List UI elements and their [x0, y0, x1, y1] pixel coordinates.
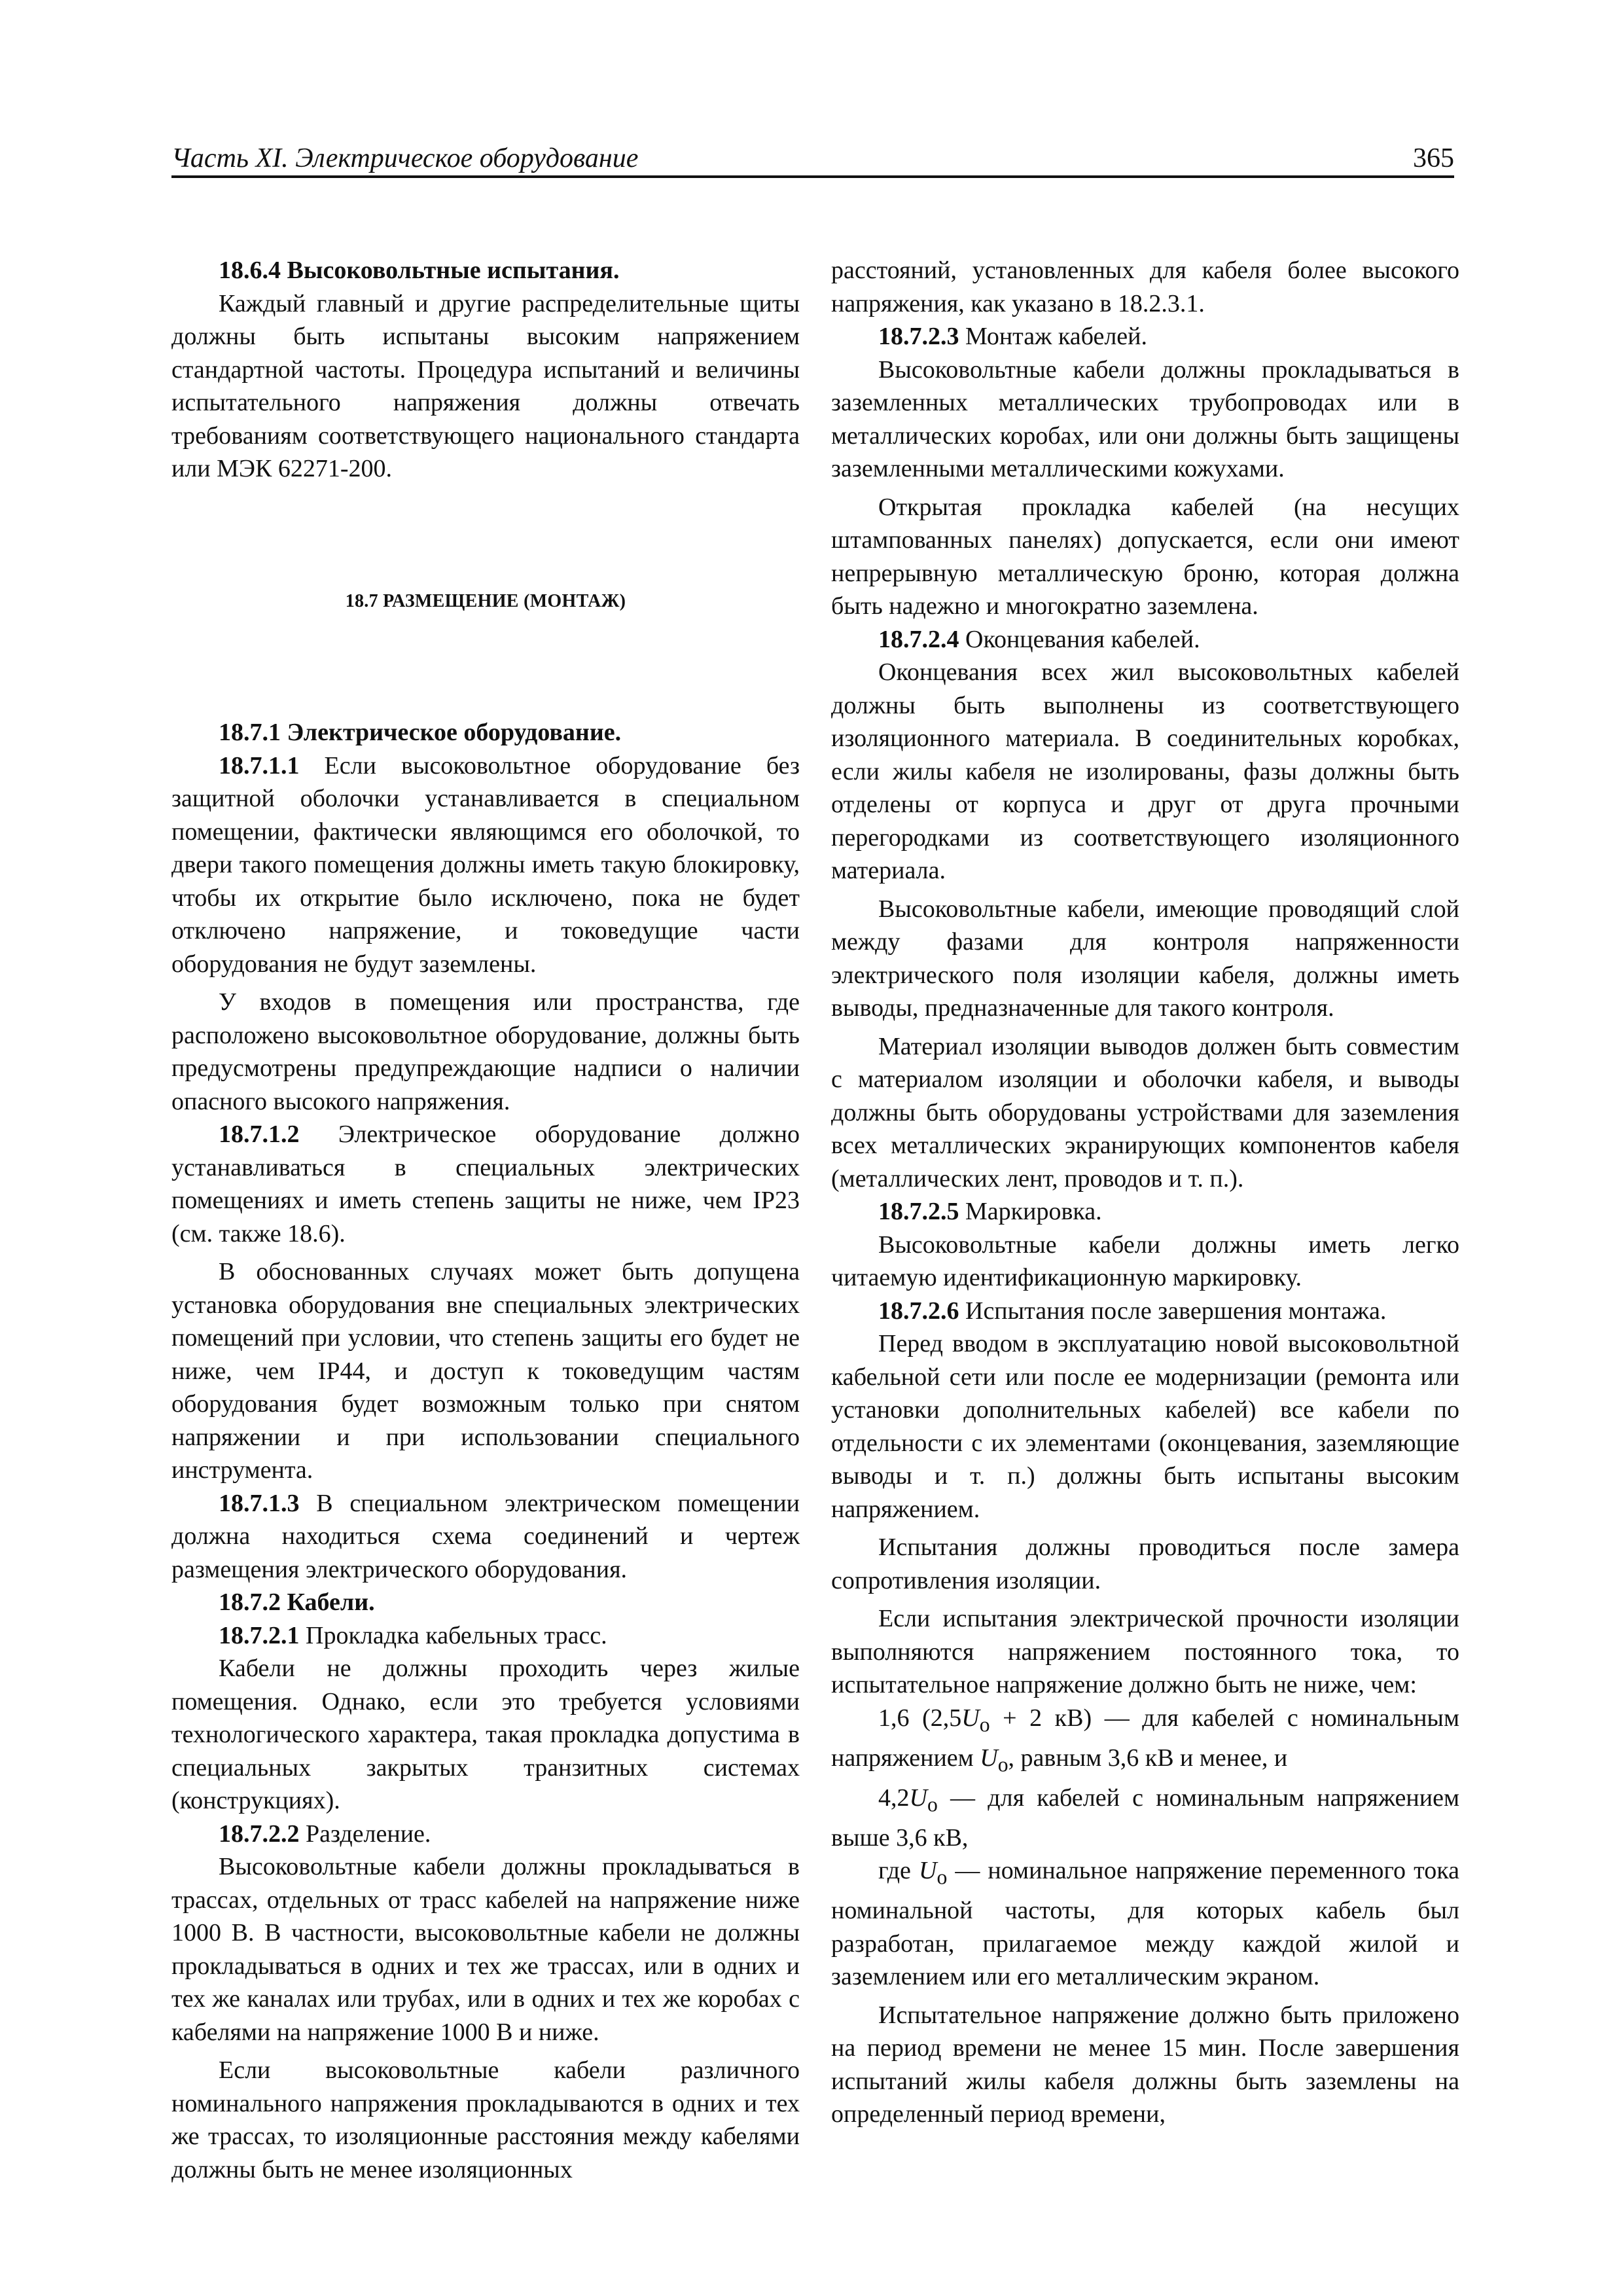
- paragraph: Если испытания электрической прочности изоляции выполняются напряжением постоянного тока, то испытательное напряжение должно быть не ниже, чем:: [831, 1605, 1459, 1698]
- symbol-u: U: [961, 1704, 980, 1732]
- paragraph: Каждый главный и другие распределительные щиты должны быть испытаны высоким напряжением стандартной частоты. Процедура испытаний и величины испытательного напряжения должны отвечать требованиям соответствующего национального стандарта или МЭК 62271-200.: [171, 289, 800, 482]
- heading-18-7-2: 18.7.2 Кабели.: [219, 1588, 375, 1616]
- clause-number: 18.7.2.4: [878, 625, 959, 653]
- running-header: [171, 145, 1454, 178]
- clause-text: Электрическое оборудование должно устанавливаться в специальных электрических помещениях и иметь степень защиты не ниже, чем IP23 (см. также 18.6).: [171, 1121, 800, 1247]
- symbol-u: U: [909, 1784, 927, 1812]
- paragraph: [171, 1487, 800, 1587]
- subscript: o: [927, 1793, 938, 1816]
- clause-number: 18.7.1.1: [219, 751, 300, 780]
- formula-text: 4,2: [878, 1784, 910, 1812]
- paragraph: Испытания должны проводиться после замера сопротивления изоляции.: [831, 1534, 1459, 1594]
- paragraph: Если высоковольтные кабели различного номинального напряжения прокладываются в одних и тех же трассах, то изоляционные расстояния между кабелями должны быть не менее изоляционных: [171, 2056, 800, 2183]
- clause-text: Если высоковольтное оборудование без защитной оболочки устанавливается в специальном помещении, фактически являющимся его оболочкой, то двери такого помещения должны иметь такую блокировку, чтобы их открытие было исключено, пока не будет отключено напряжение, и токоведущие части оборудования не будут заземлены.: [171, 751, 800, 978]
- formula-text: , равным 3,6 кВ и менее, и: [1008, 1744, 1288, 1772]
- paragraph: [171, 749, 800, 981]
- paragraph: Кабели не должны проходить через жилые помещения. Однако, если это требуется условиями технологического характера, такая прокладка допустима в специальных закрытых транзитных системах (конструкциях).: [171, 1655, 800, 1814]
- paragraph: [171, 1619, 800, 1653]
- paragraph: Открытая прокладка кабелей (на несущих штампованных панелях) допускается, если они имеют непрерывную металлическую броню, которая должна быть надежно и многократно заземлена.: [831, 493, 1459, 620]
- clause-number: 18.7.2.2: [219, 1820, 300, 1848]
- paragraph: [171, 1118, 800, 1250]
- heading-18-7-1: 18.7.1 Электрическое оборудование.: [219, 719, 622, 746]
- subscript: o: [936, 1865, 948, 1889]
- formula-line: [831, 1702, 1459, 1782]
- paragraph: Материал изоляции выводов должен быть совместим с материалом изоляции и оболочки кабеля, и выводы должны быть оборудованы устройствами для заземления всех металлических экранирующих компонентов кабеля (металлических лент, проводов и т. п.).: [831, 1032, 1459, 1193]
- paragraph: В обоснованных случаях может быть допущена установка оборудования вне специальных электрических помещений при условии, что степень защиты его будет не ниже, чем IP44, и доступ к токоведущим частям оборудования будет возможным только при снятом напряжении и при использовании специального инструмента.: [171, 1258, 800, 1484]
- formula-text: где: [878, 1857, 919, 1885]
- header-title: Часть XI. Электрическое оборудование: [171, 143, 639, 173]
- subscript: o: [979, 1713, 990, 1736]
- paragraph: У входов в помещения или пространства, где расположено высоковольтное оборудование, должны быть предусмотрены предупреждающие надписи о наличии опасного высокого напряжения.: [171, 988, 800, 1115]
- clause-text: Прокладка кабельных трасс.: [299, 1621, 607, 1649]
- paragraph-continued: расстояний, установленных для кабеля более высокого напряжения, как указано в 18.2.3.1.: [831, 257, 1459, 317]
- paragraph: Высоковольтные кабели должны иметь легко читаемую идентификационную маркировку.: [831, 1230, 1459, 1291]
- formula-line: [831, 1854, 1459, 1994]
- clause-text: Маркировка.: [959, 1198, 1102, 1225]
- paragraph: [831, 1195, 1459, 1229]
- paragraph: [831, 1295, 1459, 1328]
- formula-line: [831, 1782, 1459, 1855]
- paragraph: Испытательное напряжение должно быть приложено на период времени не менее 15 мин. После завершения испытаний жилы кабеля должны быть заземлены на определенный период времени,: [831, 2001, 1459, 2128]
- paragraph: [171, 1818, 800, 1851]
- clause-text: Испытания после завершения монтажа.: [959, 1297, 1387, 1325]
- page-number: 365: [1413, 143, 1454, 173]
- right-column: [831, 254, 1459, 2131]
- paragraph: [831, 623, 1459, 656]
- subscript: o: [997, 1753, 1008, 1776]
- section-title-18-7: 18.7 РАЗМЕЩЕНИЕ (МОНТАЖ): [345, 590, 626, 611]
- paragraph: [831, 320, 1459, 353]
- paragraph: Высоковольтные кабели, имеющие проводящий слой между фазами для контроля напряженности электрического поля изоляции кабеля, должны иметь выводы, предназначенные для такого контроля.: [831, 895, 1459, 1022]
- clause-number: 18.7.2.6: [878, 1297, 959, 1325]
- clause-number: 18.7.1.2: [219, 1121, 300, 1148]
- clause-number: 18.7.1.3: [219, 1489, 300, 1517]
- paragraph: Высоковольтные кабели должны прокладываться в трассах, отдельных от трасс кабелей на напряжение ниже 1000 В. В частности, высоковольтные кабели не должны прокладываться в одних и тех же трассах, или в одних и тех же каналах или трубах, или в одних и тех же коробах с кабелями на напряжение 1000 В и ниже.: [171, 1853, 800, 2046]
- paragraph: Высоковольтные кабели должны прокладываться в заземленных металлических трубопроводах или в металлических коробах, или они должны быть защищены заземленными металлическими кожухами.: [831, 355, 1459, 482]
- formula-text: 1,6 (2,5: [878, 1704, 962, 1732]
- clause-text: В специальном электрическом помещении должна находиться схема соединений и чертеж размещения электрического оборудования.: [171, 1489, 800, 1583]
- paragraph: Оконцевания всех жил высоковольтных кабелей должны быть выполнены из соответствующего изоляционного материала. В соединительных коробках, если жилы кабеля не изолированы, фазы должны быть отделены от корпуса и друг от друга прочными перегородками из соответствующего изоляционного материала.: [831, 658, 1459, 884]
- clause-text: Монтаж кабелей.: [959, 323, 1147, 350]
- formula-text: — номинальное напряжение переменного тока номинальной частоты, для которых кабель был разработан, прилагаемое между каждой жилой и заземлением или его металлическим экраном.: [831, 1857, 1459, 1991]
- paragraph: Перед вводом в эксплуатацию новой высоковольтной кабельной сети или после ее модернизации (ремонта или установки дополнительных кабелей) все кабели по отдельности с их элементами (оконцевания, заземляющие выводы и т. п.) должны быть испытаны высоким напряжением.: [831, 1330, 1459, 1523]
- clause-number: 18.7.2.3: [878, 323, 959, 350]
- left-column: [171, 254, 800, 2186]
- formula-text: — для кабелей с номинальным напряжением выше 3,6 кВ,: [831, 1784, 1459, 1852]
- header-rule: [171, 175, 1454, 178]
- clause-text: Разделение.: [299, 1820, 431, 1848]
- formula-text: + 2 кВ) — для кабелей с номинальным напряжением: [831, 1704, 1460, 1772]
- clause-number: 18.7.2.1: [219, 1621, 300, 1649]
- clause-text: Оконцевания кабелей.: [959, 625, 1200, 653]
- symbol-u: U: [980, 1744, 998, 1772]
- heading-18-6-4: 18.6.4 Высоковольтные испытания.: [219, 257, 620, 284]
- symbol-u: U: [918, 1857, 937, 1885]
- clause-number: 18.7.2.5: [878, 1198, 959, 1225]
